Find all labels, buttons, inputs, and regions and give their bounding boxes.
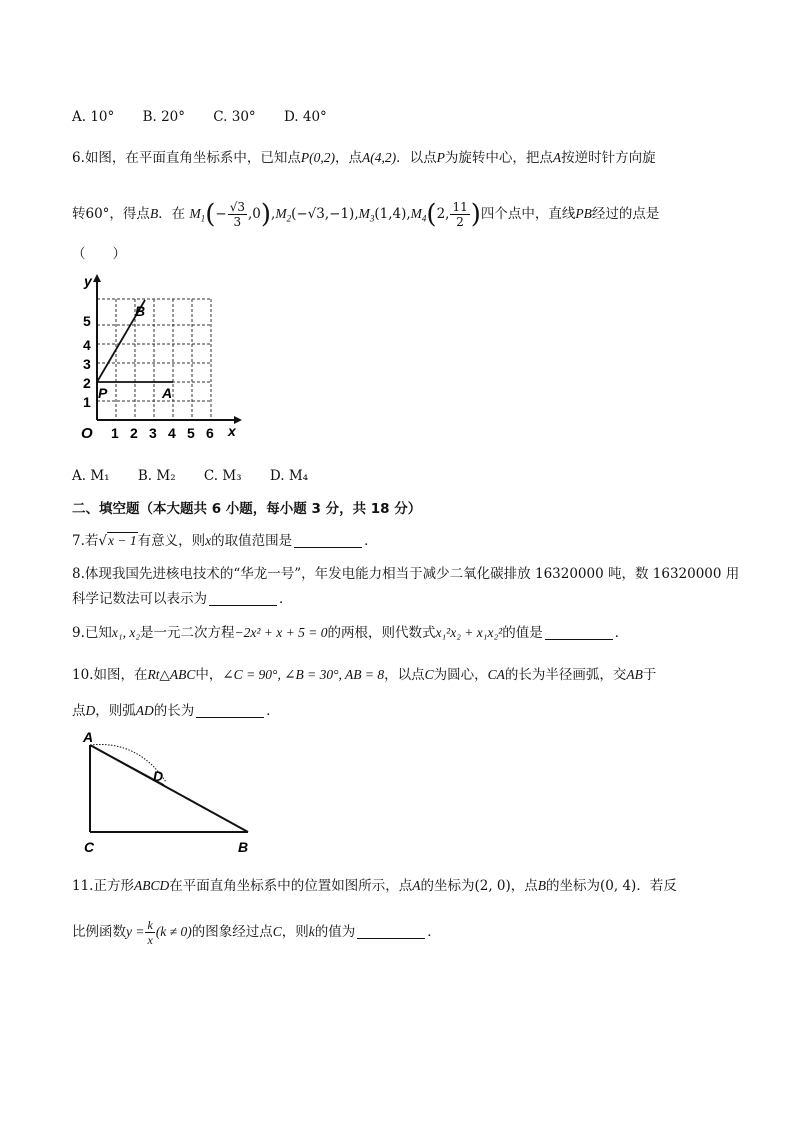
grid-lines bbox=[97, 299, 211, 420]
section-2-heading: 二、填空题（本大题共 6 小题，每小题 3 分，共 18 分） bbox=[72, 501, 422, 517]
q6-option-a: A. M₁ bbox=[72, 468, 110, 484]
svg-text:2: 2 bbox=[83, 375, 91, 391]
svg-text:4: 4 bbox=[83, 337, 91, 353]
q11-line2: 比例函数y = $\frac{k}{x}$ (k ≠ 0)的图象经过点C，则k的值为 ． bbox=[72, 918, 441, 947]
m1-fraction: $\frac{√3}{3}$ bbox=[229, 200, 245, 229]
q7-answer-blank[interactable] bbox=[294, 533, 362, 548]
radicand: x − 1 bbox=[108, 533, 137, 548]
q10-line1: 10.如图，在Rt△ABC中，∠C = 90°, ∠B = 30°, AB = 8，以点C为圆心，CA的长为半径画弧，交AB于 bbox=[72, 667, 657, 683]
q5-option-c: C. 30° bbox=[213, 109, 256, 125]
q6-option-c: C. M₃ bbox=[203, 468, 242, 484]
q6-line2: 转60°，得点B．在 $M_1(-$ $\frac{√3}{3}$ $,0),M_2(-√3,-1),M_3(1,4),M_4(2$, $\frac{11}{2}$ )四个点中，直线PB经过的点是 bbox=[72, 199, 660, 230]
vertex-c-label: C bbox=[84, 839, 95, 855]
svg-text:4: 4 bbox=[168, 425, 176, 441]
origin-label: O bbox=[81, 425, 93, 442]
q11-a-coord: (2, 0) bbox=[474, 878, 511, 894]
svg-text:3: 3 bbox=[149, 425, 157, 441]
q8-answer-blank[interactable] bbox=[209, 591, 277, 606]
x-axis-label: x bbox=[228, 423, 236, 439]
q11-answer-blank[interactable] bbox=[357, 924, 425, 939]
svg-text:3: 3 bbox=[83, 356, 91, 372]
q5-option-a: A. 10° bbox=[72, 109, 115, 125]
svg-text:5: 5 bbox=[187, 425, 195, 441]
m1-label: $M_1$ bbox=[189, 206, 206, 224]
figure-10-triangle bbox=[78, 728, 268, 858]
q6-answer-paren: （ ） bbox=[72, 246, 126, 262]
m2-coord: (−√3,−1) bbox=[291, 206, 355, 222]
q9-equation: −2x² + x + 5 = 0 bbox=[234, 625, 328, 640]
q8-line1: 8.体现我国先进核电技术的“华龙一号”，年发电能力相当于减少二氧化碳排放 16320000 吨，数 16320000 用 bbox=[72, 566, 740, 582]
q5-option-d: D. 40° bbox=[283, 109, 327, 125]
figure-6-coordinate-grid bbox=[78, 272, 244, 444]
y-tick-labels bbox=[83, 313, 91, 410]
vertex-a-label: A bbox=[83, 729, 94, 745]
svg-text:2: 2 bbox=[130, 425, 138, 441]
q8-line2: 科学记数法可以表示为 ． bbox=[72, 591, 293, 607]
m3-coord: (1,4) bbox=[374, 206, 407, 222]
q6-line1: 6.如图，在平面直角坐标系中，已知点P(0,2)，点A(4,2)．以点P为旋转中心，把点A按逆时针方向旋 bbox=[72, 150, 656, 166]
svg-text:1: 1 bbox=[111, 425, 119, 441]
svg-text:6: 6 bbox=[206, 425, 214, 441]
q10-line2: 点D，则弧AD的长为 ． bbox=[72, 703, 280, 719]
y-axis-label: y bbox=[84, 273, 92, 289]
svg-text:1: 1 bbox=[83, 394, 91, 410]
q5-options bbox=[72, 107, 351, 127]
point-a-label: A bbox=[162, 385, 173, 401]
q9-expression: x₁²x₂ + x₁x₂² bbox=[435, 625, 503, 640]
q10-answer-blank[interactable] bbox=[196, 703, 264, 718]
x-tick-labels bbox=[111, 425, 214, 441]
m4-fraction: $\frac{11}{2}$ bbox=[452, 200, 468, 229]
point-b-label: B bbox=[135, 303, 146, 319]
q5-option-b: B. 20° bbox=[142, 109, 185, 125]
q10-conditions: ∠C = 90°, ∠B = 30°, AB = 8 bbox=[222, 667, 385, 682]
point-d-label: D bbox=[153, 768, 164, 784]
point-p: P(0,2) bbox=[300, 150, 336, 165]
q6-options bbox=[72, 466, 332, 486]
y-axis-arrow bbox=[93, 274, 101, 282]
q11-fraction: $\frac{k}{x}$ bbox=[147, 918, 153, 947]
q6-option-d: D. M₄ bbox=[269, 468, 309, 484]
vertex-b-label: B bbox=[238, 839, 249, 855]
q7: 7.若√x − 1有意义，则x的取值范围是 ． bbox=[72, 533, 378, 549]
q11-b-coord: (0, 4) bbox=[600, 878, 637, 894]
q6-option-b: B. M₂ bbox=[137, 468, 176, 484]
point-a: A(4,2) bbox=[362, 150, 397, 165]
q9: 9.已知x₁, x₂是一元二次方程−2x² + x + 5 = 0的两根，则代数式x₁²x₂ + x₁x₂²的值是 ． bbox=[72, 625, 629, 641]
point-p-label: P bbox=[98, 385, 108, 401]
q11-line1: 11.正方形ABCD在平面直角坐标系中的位置如图所示，点A的坐标为(2, 0)，点B的坐标为(0, 4)．若反 bbox=[72, 878, 677, 894]
q9-answer-blank[interactable] bbox=[545, 625, 613, 640]
svg-text:5: 5 bbox=[83, 313, 91, 329]
